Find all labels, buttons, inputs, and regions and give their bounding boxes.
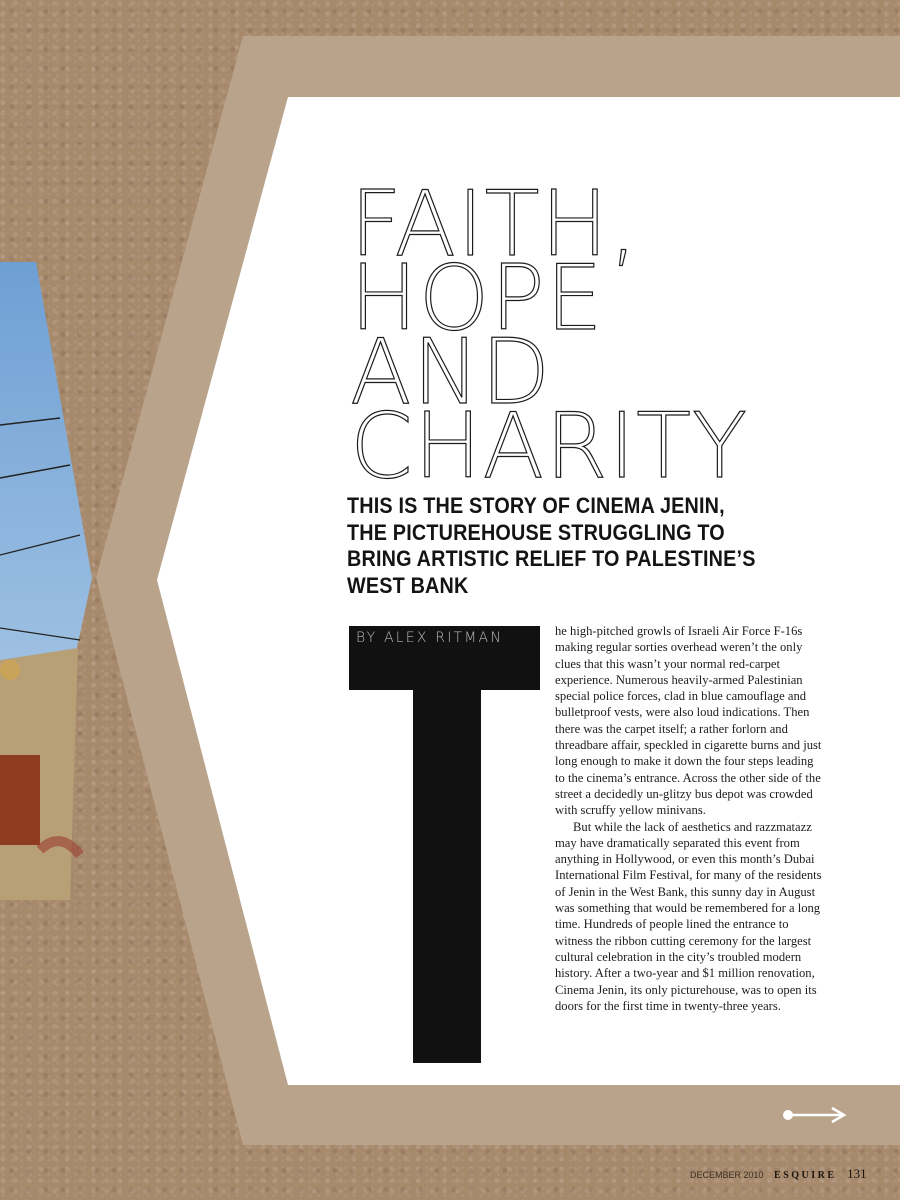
paragraph: But while the lack of aesthetics and razzmatazz may have dramatically separated this event from anything in Hollywood, or even this month’s Dubai International Film Festival, for many of the residents of Jenin in the West Bank, this sunny day in August was something that would be remembered for a long time. Hundreds of people lined the entrance to witness the ribbon cutting ceremony for the largest cultural celebration in the city’s troubled modern history. After a two-year and $1 million renovation, Cinema Jenin, its only picturehouse, was to open its doors for the first time in twenty-three years. [555,819,822,1013]
page-footer [690,1166,867,1180]
page-number: 131 [847,1166,867,1181]
drop-cap-stem [413,688,481,1063]
paragraph: he high-pitched growls of Israeli Air Force F-16s making regular sorties overhead weren’t the only clues that this wasn’t your normal red-carpet experience. Numerous heavily-armed Palestinian special police forces, clad in blue camouflage and bulletproof vests, were also loud indications. Then there was the carpet itself; a rather forlorn and threadbare affair, speckled in cigarette burns and just long enough to make it down the four steps leading to the cinema’s entrance. Across the other side of the street a decidedly un-glitzy bus depot was crowded with scruffy yellow minivans. [555,624,822,818]
byline: BY ALEX RITMAN [356,630,504,646]
headline [350,172,810,499]
issue-date: DECEMBER 2010 [690,1170,764,1180]
headline-line: AND [350,320,552,425]
headline-line: HOPE [350,246,604,351]
arrow-right-icon [780,1105,850,1125]
headline-line: CHARITY [350,394,749,499]
article-body [555,623,825,1014]
headline-line: FAITH, [350,172,639,277]
magazine-name: ESQUIRE [774,1170,837,1181]
standfirst: THIS IS THE STORY OF CINEMA JENIN, THE PICTUREHOUSE STRUGGLING TO BRING ARTISTIC RELIEF TO PALESTINE’S WEST BANK [347,493,756,598]
